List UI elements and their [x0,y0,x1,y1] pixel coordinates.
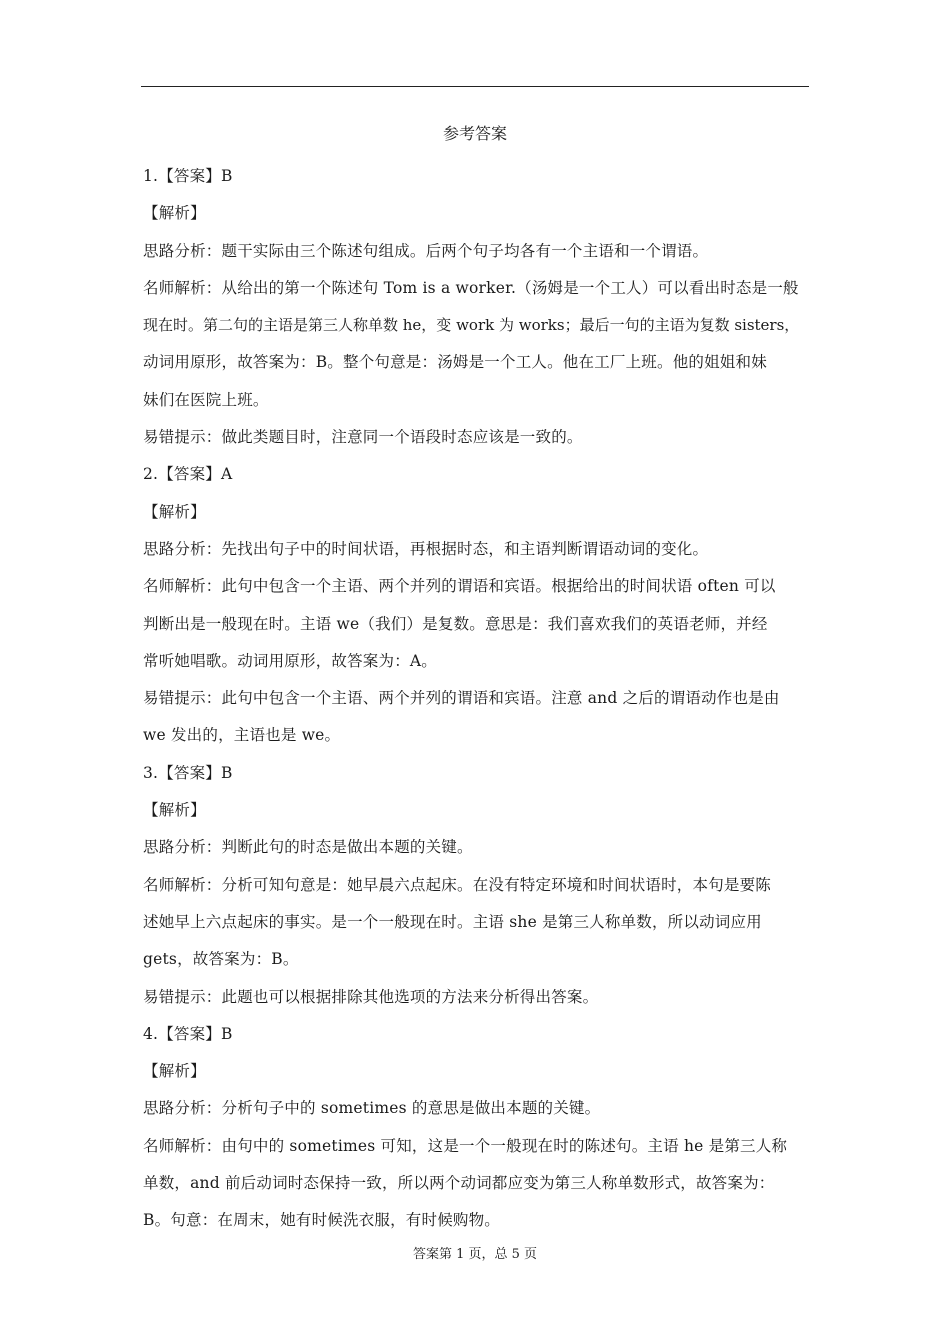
text-line: gets，故答案为：B。 [143,950,299,969]
text-line: 【解析】 [143,1062,206,1081]
text-line: 易错提示：做此类题目时，注意同一个语段时态应该是一致的。 [143,428,583,447]
text-line: 名师解析：从给出的第一个陈述句 Tom is a worker.（汤姆是一个工人）可以看出时态是一般 [143,278,799,297]
text-line: 【解析】 [143,502,206,521]
text-line: 常听她唱歌。动词用原形，故答案为：A。 [143,651,437,670]
text-line: 易错提示：此题也可以根据排除其他选项的方法来分析得出答案。 [143,987,599,1006]
text-line: 4.【答案】B [143,1024,233,1043]
text-line: 思路分析：分析句子中的 sometimes 的意思是做出本题的关键。 [143,1099,601,1118]
text-line: 思路分析：判断此句的时态是做出本题的关键。 [143,838,473,857]
text-line: 思路分析：题干实际由三个陈述句组成。后两个句子均各有一个主语和一个谓语。 [143,241,709,260]
text-line: 3.【答案】B [143,763,233,782]
text-line: 名师解析：此句中包含一个主语、两个并列的谓语和宾语。根据给出的时间状语 often 可以 [143,577,776,596]
text-line: 名师解析：分析可知句意是：她早晨六点起床。在没有特定环境和时间状语时，本句是要陈 [143,875,772,894]
text-line: 动词用原形，故答案为：B。整个句意是：汤姆是一个工人。他在工厂上班。他的姐姐和妹 [143,353,767,372]
text-line: 【解析】 [143,801,206,820]
page-footer: 答案第 1 页，总 5 页 [412,1247,538,1262]
text-line: we 发出的，主语也是 we。 [143,726,341,745]
page-title: 参考答案 [442,124,507,143]
text-line: 2.【答案】A [143,465,233,484]
text-line: 思路分析：先找出句子中的时间状语，再根据时态，和主语判断谓语动词的变化。 [143,539,709,558]
header-rule [141,86,809,87]
text-line: 【解析】 [143,204,206,223]
text-line: 名师解析：由句中的 sometimes 可知，这是一个一般现在时的陈述句。主语 he 是第三人称 [143,1136,788,1155]
text-line: 现在时。第二句的主语是第三人称单数 he，变 work 为 works；最后一句的主语为复数 sisters， [143,316,800,335]
text-line: 1.【答案】B [143,167,233,185]
text-line: 单数，and 前后动词时态保持一致，所以两个动词都应变为第三人称单数形式，故答案为： [143,1174,775,1193]
text-line: 妹们在医院上班。 [143,390,269,409]
answer-content [143,158,809,1240]
text-line: 易错提示：此句中包含一个主语、两个并列的谓语和宾语。注意 and 之后的谓语动作也是由 [143,689,780,708]
text-line: B。句意：在周末，她有时候洗衣服，有时候购物。 [143,1211,500,1230]
text-line: 判断出是一般现在时。主语 we（我们）是复数。意思是：我们喜欢我们的英语老师，并经 [143,614,768,633]
text-line: 述她早上六点起床的事实。是一个一般现在时。主语 she 是第三人称单数，所以动词应用 [143,912,762,931]
